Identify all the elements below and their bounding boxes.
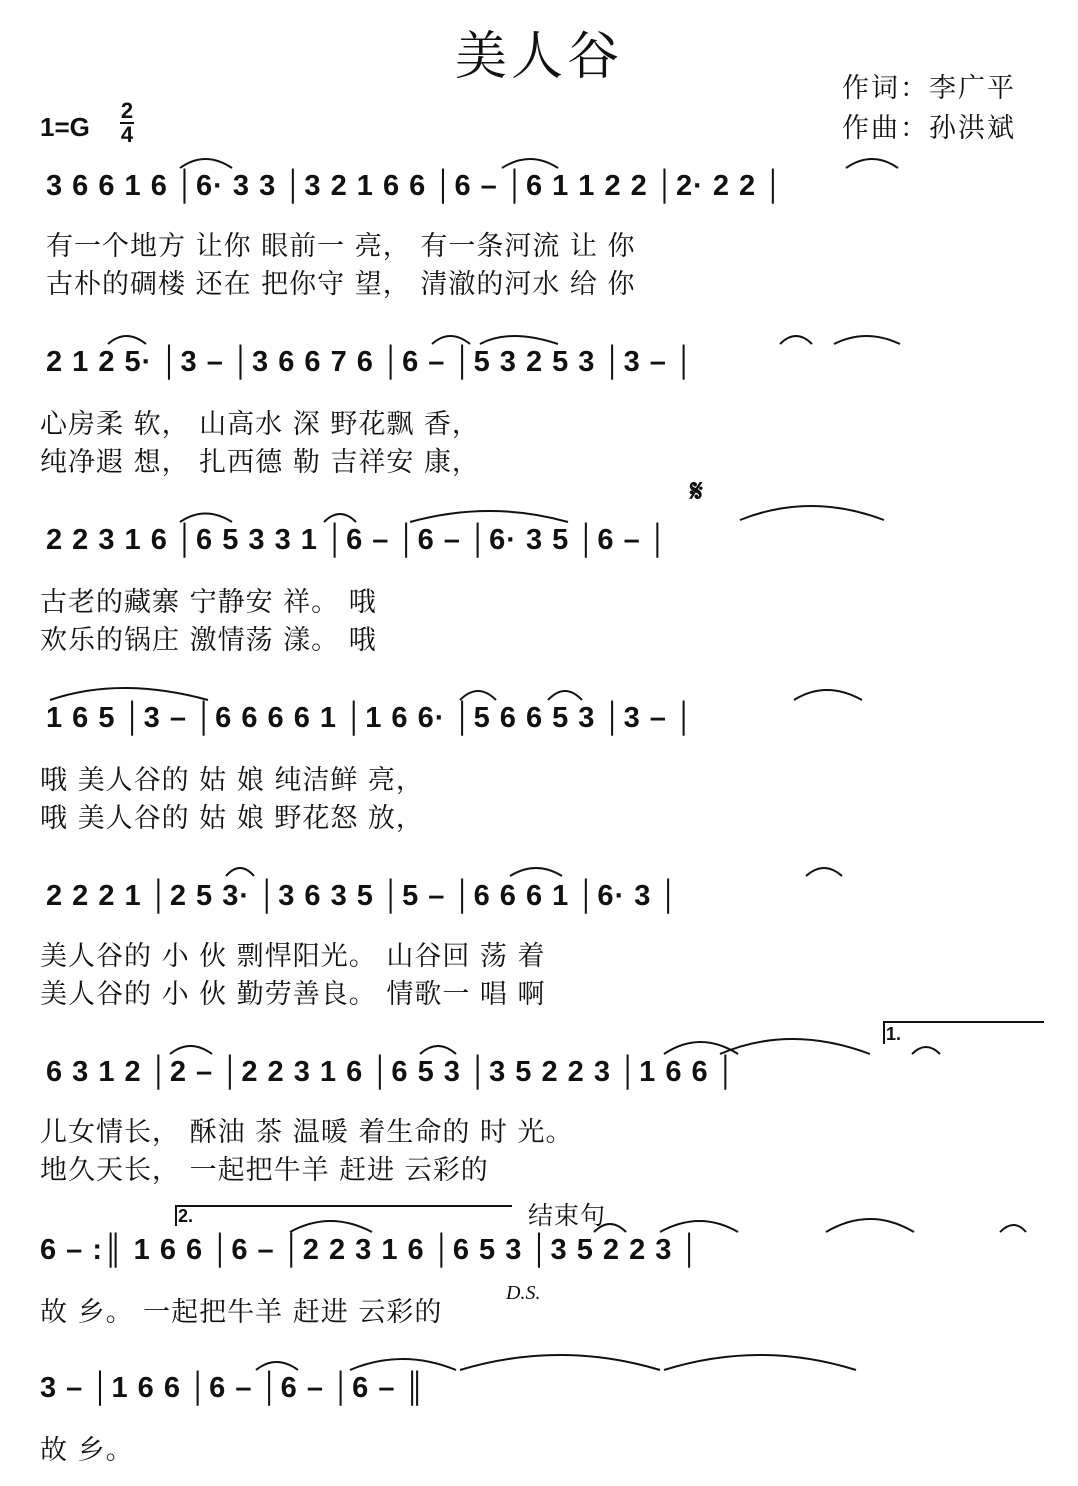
score-line-3-lyrics-verse-1: 古老的藏寨 宁静安 祥。 哦 [40, 587, 377, 618]
score-line-4-lyrics-verse-1: 哦 美人谷的 姑 娘 纯洁鲜 亮， [40, 765, 424, 796]
segno-sign: 𝄋 [690, 474, 703, 509]
slur-line-5a [226, 868, 254, 876]
slur-line-6b [420, 1046, 456, 1054]
slur-line-5c [806, 868, 842, 876]
slur-line-4b [460, 691, 496, 700]
lyricist-credit: 作词：李广平 [842, 73, 1016, 104]
score-line-7-lyrics: 故 乡。 一起把牛羊 赶进 云彩的 [40, 1297, 443, 1328]
score-line-1-lyrics-verse-2: 古朴的碉楼 还在 把你守 望， 清澈的河水 给 你 [46, 269, 636, 300]
ending-label: 结束句 [528, 1201, 607, 1230]
score-line-8-notes: 3 – │1 6 6 │6 – │6 – │6 – ║ [40, 1372, 427, 1404]
time-signature-bottom: 4 [120, 122, 134, 147]
score-line-5-lyrics-verse-1: 美人谷的 小 伙 剽悍阳光。 山谷回 荡 着 [40, 941, 546, 972]
time-signature-top: 2 [120, 98, 134, 123]
volta-2-label: 2. [178, 1206, 194, 1226]
slur-line-1a [180, 159, 232, 168]
slur-line-2c [480, 336, 558, 344]
slur-line-3a [180, 514, 232, 523]
score-line-2-lyrics-verse-1: 心房柔 软， 山高水 深 野花飘 香， [40, 409, 480, 440]
slur-line-3b [324, 514, 356, 522]
volta-1-bracket [884, 1022, 1044, 1044]
slur-line-3c [410, 511, 568, 522]
slur-line-7e [1000, 1225, 1026, 1232]
slur-line-7d [826, 1219, 914, 1232]
slur-line-7c [660, 1221, 738, 1232]
slur-line-8b [350, 1359, 456, 1370]
slur-line-6e [912, 1047, 940, 1054]
score-line-6-notes: 6 3 1 2 │2 – │2 2 3 1 6 │6 5 3 │3 5 2 2 3 │1 6 6 │ [46, 1056, 737, 1088]
ds-mark: D.S. [506, 1282, 541, 1304]
slur-line-4a [50, 688, 208, 700]
song-title: 美人谷 [454, 27, 623, 87]
slur-line-6a [170, 1046, 212, 1054]
score-line-5-lyrics-verse-2: 美人谷的 小 伙 勤劳善良。 情歌一 唱 啊 [40, 979, 546, 1010]
score-line-3-notes: 2 2 3 1 6 │6 5 3 3 1 │6 – │6 – │6· 3 5 │6 – │ [46, 524, 669, 556]
score-line-8-lyrics: 故 乡。 [40, 1435, 134, 1466]
score-line-6-lyrics-verse-2: 地久天长， 一起把牛羊 赶进 云彩的 [40, 1155, 489, 1186]
composer-credit: 作曲：孙洪斌 [842, 113, 1016, 144]
score-line-4-lyrics-verse-2: 哦 美人谷的 姑 娘 野花怒 放， [40, 803, 424, 834]
slur-line-2a [108, 336, 146, 344]
slur-line-4c [548, 691, 582, 700]
score-line-6-lyrics-verse-1: 儿女情长， 酥油 茶 温暖 着生命的 时 光。 [40, 1117, 574, 1148]
score-line-1-lyrics-verse-1: 有一个地方 让你 眼前一 亮， 有一条河流 让 你 [46, 231, 636, 262]
slur-line-2d [780, 336, 812, 344]
volta-1-label: 1. [886, 1024, 902, 1044]
slur-line-1c [846, 159, 898, 168]
score-line-3-lyrics-verse-2: 欢乐的锅庄 激情荡 漾。 哦 [40, 625, 377, 656]
slur-line-6d [720, 1039, 870, 1054]
slur-line-7b [594, 1224, 626, 1232]
score-line-5-notes: 2 2 2 1 │2 5 3· │3 6 3 5 │5 – │6 6 6 1 │6· 3 │ [46, 880, 680, 912]
score-line-2-lyrics-verse-2: 纯净遐 想， 扎西德 勒 吉祥安 康， [40, 447, 480, 478]
slur-line-4d [794, 690, 862, 700]
key-signature: 1=G [40, 112, 90, 142]
slur-line-8a [256, 1362, 298, 1370]
slur-line-2b [432, 336, 470, 344]
slur-line-8d [664, 1355, 856, 1370]
slur-line-5b [510, 868, 562, 876]
slur-line-1b [502, 159, 558, 168]
score-line-1-notes: 3 6 6 1 6 │6· 3 3 │3 2 1 6 6 │6 – │6 1 1 2 2 │2· 2 2 │ [46, 170, 785, 202]
slur-line-2e [834, 336, 900, 344]
slur-line-8c [460, 1355, 660, 1370]
slur-line-3d [740, 506, 884, 520]
score-line-4-notes: 1 6 5 │3 – │6 6 6 6 1 │1 6 6· │5 6 6 5 3 │3 – │ [46, 702, 696, 734]
score-line-7-notes: 6 – :║ 1 6 6 │6 – │2 2 3 1 6 │6 5 3 │3 5 2 2 3 │ [40, 1234, 701, 1266]
slur-line-7a [290, 1221, 372, 1232]
score-line-2-notes: 2 1 2 5· │3 – │3 6 6 7 6 │6 – │5 3 2 5 3 │3 – │ [46, 346, 696, 378]
